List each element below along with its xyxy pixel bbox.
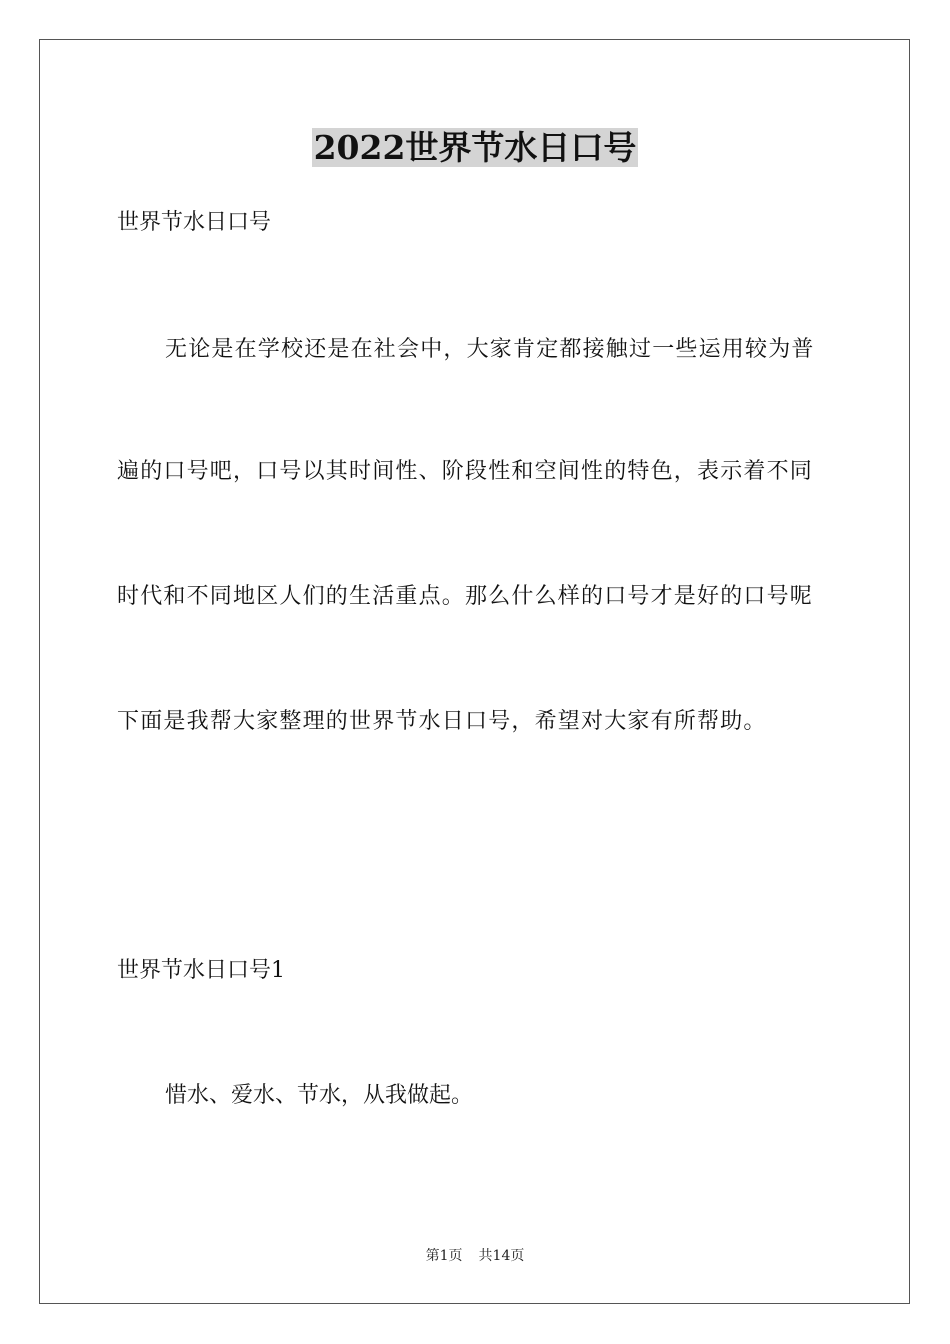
- intro-line-1: 无论是在学校还是在社会中，大家肯定都接触过一些运用较为普: [165, 337, 815, 362]
- intro-line-4: 下面是我帮大家整理的世界节水日口号，希望对大家有所帮助。: [117, 709, 767, 734]
- section-1-heading: 世界节水日口号1: [117, 958, 285, 983]
- footer-page-total: 共14页: [478, 1248, 525, 1264]
- intro-line-3: 时代和不同地区人们的生活重点。那么什么样的口号才是好的口号呢: [117, 584, 814, 609]
- section-1-slogan: 惜水、爱水、节水，从我做起。: [165, 1083, 474, 1108]
- document-subtitle: 世界节水日口号: [117, 210, 272, 235]
- page-footer: [0, 1246, 950, 1266]
- intro-line-2: 遍的口号吧，口号以其时间性、阶段性和空间性的特色，表示着不同: [117, 459, 814, 484]
- document-title: [0, 128, 950, 168]
- footer-page-current: 第1页: [425, 1248, 463, 1264]
- document-title-text: 2022世界节水日口号: [313, 128, 637, 167]
